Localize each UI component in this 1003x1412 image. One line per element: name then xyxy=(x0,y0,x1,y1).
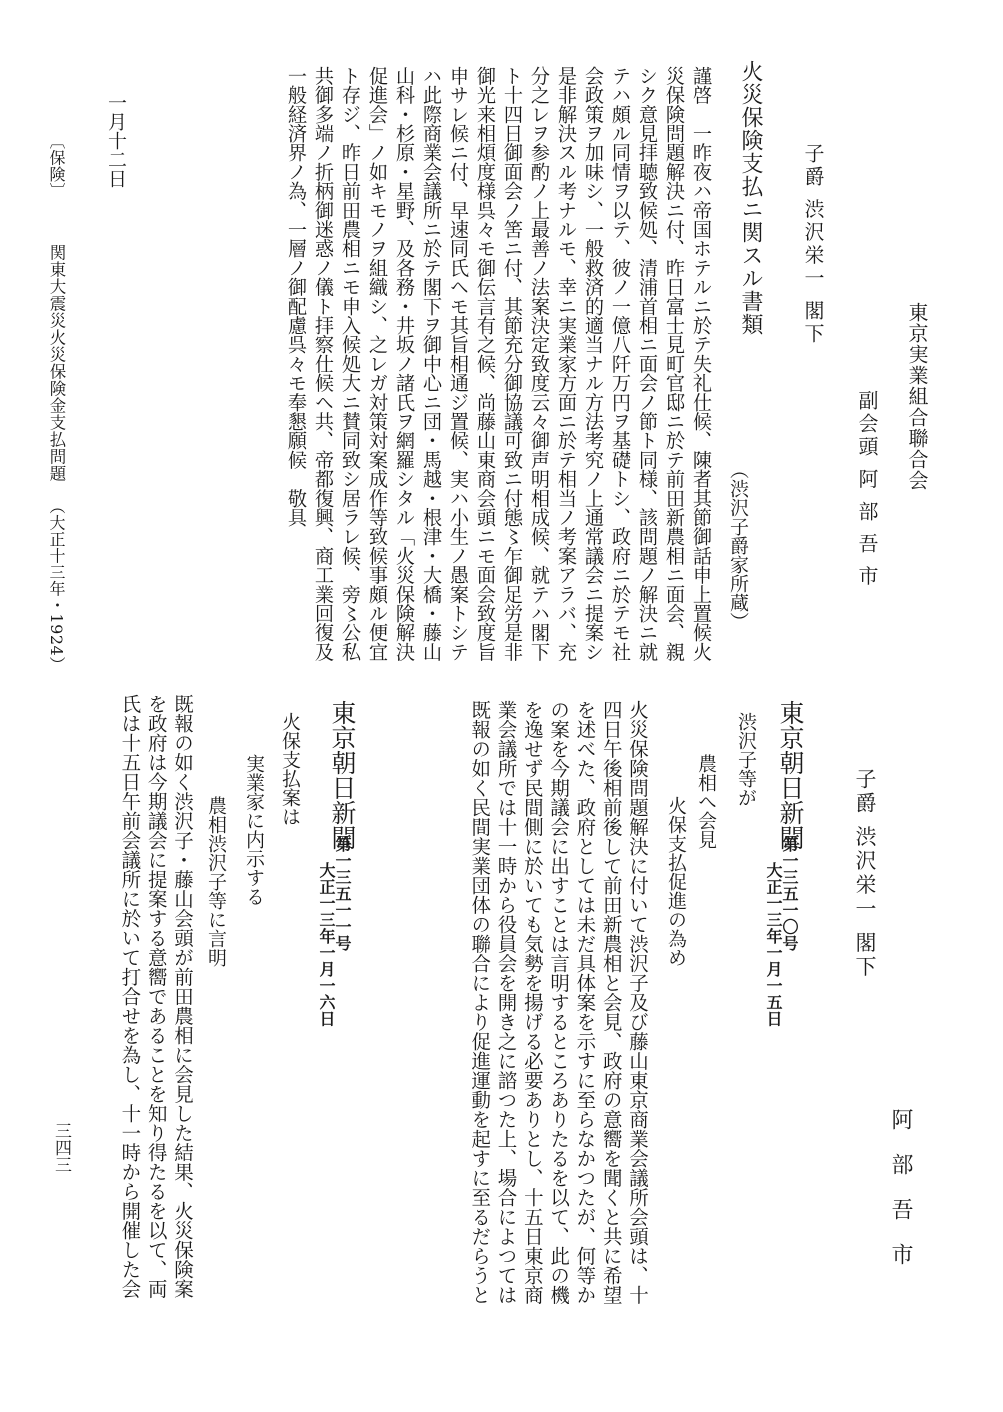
paper1-line: を述べた、政府としては未だ具体案を示すに至らなかつたが、何等か xyxy=(573,700,597,1305)
paper2-line: 氏は十五日午前会議所に於いて打合せを為し、十一時から開催した会 xyxy=(118,694,142,1299)
letter-line: 是非解決スル考ナルモ、幸ニ実業家方面ニ於テ相当ノ考案アラバ、充 xyxy=(555,66,578,662)
paper1-line: 火災保険問題解決に付いて渋沢子及び藤山東京商業会議所会頭は、十 xyxy=(626,700,649,1305)
letter-line: ト存ジ、昨日前田農相ニモ申入候処大ニ賛同致シ居ラレ候、旁〻公私 xyxy=(339,66,362,662)
paper1-line: の案を今期議会に出すことは言明するところありたるを以て、此の機 xyxy=(547,700,571,1305)
paper1-headline-3: 火保支払促進の為め xyxy=(665,796,687,967)
paper1-headline-1: 渋沢子等が xyxy=(735,712,757,807)
letter-line: テハ頗ル同情ヲ以テ、彼ノ一億八阡万円ヲ基礎トシ、政府ニ於テモ社 xyxy=(609,66,632,662)
letter-line: 会政策ヲ加味シ、一般救済的適当ナル方法考究ノ上通常議会ニ提案シ xyxy=(582,66,605,662)
bottom-recipient: 子爵 渋沢栄一 閣下 xyxy=(853,768,877,980)
letter-line: 謹啓 一昨夜ハ帝国ホテルニ於テ失礼仕候、陳者其節御話申上置候火 xyxy=(690,66,713,662)
letter-title: 火災保険支払ニ関スル書類 xyxy=(738,60,763,336)
letter-line: 申サレ候ニ付、早速同氏ヘモ其旨相通ジ置候、実ハ小生ノ愚案トシテ xyxy=(447,66,470,662)
letter-body xyxy=(283,66,715,661)
letter-line: 共御多端ノ折柄御迷惑ノ儀ト拝察仕候ヘ共、帝都復興、商工業回復及 xyxy=(312,66,335,662)
letter-line: 山科・杉原・星野、及各務・井坂ノ諸氏ヲ網羅シタル「火災保険解決 xyxy=(393,66,416,662)
letter-line: ト十四日御面会ノ筈ニ付、其節充分御協議可致ニ付態〻乍御足労是非 xyxy=(501,66,524,662)
page-number: 三四三 xyxy=(51,1122,71,1173)
signature: 阿 部 吾 市 xyxy=(888,1108,913,1273)
paper2-issue: 第一三五一一号 xyxy=(333,836,352,952)
letter-line: 分之レヲ参酌ノ上最善ノ法案決定致度云々御声明相成候、就テハ閣下 xyxy=(528,66,551,662)
provenance-note: （渋沢子爵家所蔵） xyxy=(727,460,749,631)
top-recipient: 子爵 渋沢栄一 閣下 xyxy=(801,143,825,346)
paper2-line: を政府は今期議会に提案する意嚮であることを知り得たるを以て、両 xyxy=(144,694,168,1299)
paper2-name: 東京朝日新聞 xyxy=(328,700,357,850)
era-label: （大正十三年・1924） xyxy=(47,498,66,673)
paper2-date: 大正一三年一月一六日 xyxy=(317,862,336,1027)
running-title: 関東大震災火災保険金支払問題 xyxy=(47,244,66,482)
letter-line: 御光来相煩度様呉々モ御伝言有之候、尚藤山東商会頭ニモ面会致度旨 xyxy=(474,66,497,662)
top-sender-org: 東京実業組合聯合会 xyxy=(905,302,929,491)
letter-line: ハ此際商業会議所ニ於テ閣下ヲ御中心ニ団・馬越・根津・大橋・藤山 xyxy=(420,66,443,662)
letter-line: 促進会」ノ如キモノヲ組織シ、之レガ対策対案成作等致候事頗ル便宜 xyxy=(366,66,389,662)
paper1-body xyxy=(466,700,650,1305)
letter-date: 一月十二日 xyxy=(105,93,127,188)
paper2-line: 既報の如く渋沢子・藤山会頭が前田農相に会見した結果、火災保険案 xyxy=(171,694,194,1299)
paper1-issue: 第一三五一〇号 xyxy=(780,836,799,952)
paper1-line: 既報の如く民間実業団体の聯合により促進運動を起すに至るだらうと xyxy=(468,700,492,1305)
paper1-date: 大正一三年一月一五日 xyxy=(764,862,783,1027)
paper2-headline-3: 農相渋沢子等に言明 xyxy=(205,796,227,967)
top-sender-title: 副会頭 阿 部 吾 市 xyxy=(855,390,879,589)
paper2-body xyxy=(116,694,195,1299)
paper1-line: 業会議所では十一時から役員会を開き之に諮つた上、場合によつては xyxy=(494,700,518,1305)
letter-line: シク意見拝聴致候処、清浦首相ニ面会ノ節ト同様、該問題ノ解決ニ就 xyxy=(636,66,659,662)
paper1-headline-2: 農相へ会見 xyxy=(695,754,717,849)
paper1-name: 東京朝日新聞 xyxy=(776,700,805,850)
paper2-headline-2: 実業家に内示する xyxy=(243,754,265,906)
letter-line: 災保険問題解決ニ付、昨日富士見町官邸ニ於テ前田新農相ニ面会、親 xyxy=(663,66,686,662)
paper2-headline-1: 火保支払案は xyxy=(279,712,301,826)
letter-line: 一般経済界ノ為、一層ノ御配慮呉々モ奉懇願候 敬具 xyxy=(285,66,308,527)
paper1-line: 四日午後相前後して前田新農相と会見、政府の意嚮を聞くと共に希望 xyxy=(599,700,623,1305)
paper1-line: を逸せず民間側に於いても気勢を揚げる必要ありとし、十五日東京商 xyxy=(520,700,544,1305)
category-label: 〔保険〕 xyxy=(47,133,66,199)
